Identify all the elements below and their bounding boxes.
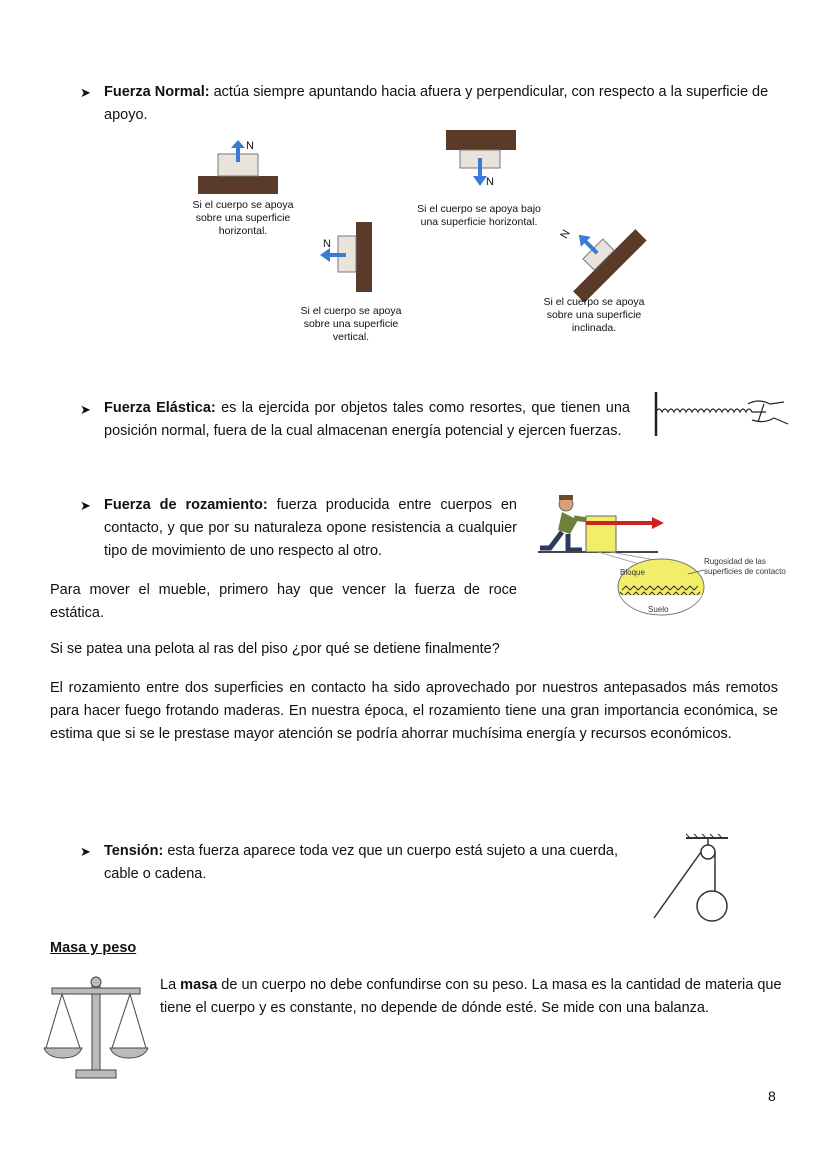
masa-heading: Masa y peso: [50, 940, 137, 956]
n-label-3: N: [486, 176, 494, 188]
normal-bajo-diagram: [446, 130, 516, 190]
caption-bajo: Si el cuerpo se apoya bajo una superficie horizontal.: [417, 203, 541, 228]
n-label-1: N: [246, 140, 254, 152]
bullet-arrow-icon: ➤: [80, 844, 91, 859]
para-fuego: El rozamiento entre dos superficies en contacto ha sido aprovechado por nuestros antepasados más remotos para hacer fuego frotando maderas. En nuestra época, el rozamiento tiene una gran importancia económica, se estima que si se le prestase mayor atención se podría ahorrar muchísima energía y recursos económicos.: [50, 680, 778, 742]
caption-vertical: Si el cuerpo se apoya sobre una superficie vertical.: [300, 305, 402, 343]
elastica-paragraph: [104, 397, 630, 443]
friction-diagram: [538, 492, 798, 620]
label-bloque: Bloque: [620, 568, 645, 577]
normal-inclinada-diagram: [560, 222, 640, 290]
para-pelota: Si se patea una pelota al ras del piso ¿por qué se detiene finalmente?: [50, 641, 500, 657]
normal-vertical-diagram: [318, 222, 374, 292]
balance-scale-icon: [42, 974, 150, 1082]
rozamiento-title: Fuerza de rozamiento:: [104, 497, 268, 513]
spring-icon: [652, 390, 792, 440]
tension-paragraph: [104, 840, 644, 886]
rozamiento-paragraph: [104, 494, 517, 563]
elastica-text: es la ejercida por objetos tales como resortes, que tienen una posición normal, fuera de la cual almacenan energía potencial y ejercen fuerzas.: [104, 400, 630, 439]
para-mueble: Para mover el mueble, primero hay que vencer la fuerza de roce estática.: [50, 582, 517, 621]
bullet-arrow-icon: ➤: [80, 498, 91, 513]
n-label-2: N: [323, 238, 331, 250]
caption-inclinada: Si el cuerpo se apoya sobre una superficie inclinada.: [543, 296, 645, 334]
normal-horizontal-diagram: [198, 140, 278, 196]
page-number: 8: [768, 1088, 776, 1104]
bullet-arrow-icon: ➤: [80, 402, 91, 417]
tension-title: Tensión:: [104, 843, 164, 859]
bullet-arrow-icon: ➤: [80, 85, 91, 100]
rozamiento-text: fuerza producida entre cuerpos en contacto, y que por su naturaleza opone resistencia a cualquier tipo de movimiento de uno respecto al otro.: [104, 497, 517, 559]
normal-paragraph: [104, 81, 784, 127]
caption-horizontal: Si el cuerpo se apoya sobre una superficie horizontal.: [192, 199, 294, 237]
masa-text: de un cuerpo no debe confundirse con su peso. La masa es la cantidad de materia que tiene el cuerpo y es constante, no depende de dónde esté. Se mide con una balanza.: [160, 977, 782, 1016]
tension-text: esta fuerza aparece toda vez que un cuerpo está sujeto a una cuerda, cable o cadena.: [104, 843, 618, 882]
normal-text: actúa siempre apuntando hacia afuera y perpendicular, con respecto a la superficie de apoyo.: [104, 84, 769, 123]
masa-paragraph: [160, 974, 782, 1020]
label-rugosidad: Rugosidad de las superficies de contacto: [704, 557, 786, 576]
elastica-title: Fuerza Elástica:: [104, 400, 216, 416]
label-suelo: Suelo: [648, 605, 669, 614]
pulley-icon: [650, 834, 732, 924]
masa-pre: La: [160, 977, 181, 993]
normal-title: Fuerza Normal:: [104, 84, 210, 100]
n-label-4: N: [558, 227, 573, 241]
masa-bold: masa: [180, 977, 218, 993]
